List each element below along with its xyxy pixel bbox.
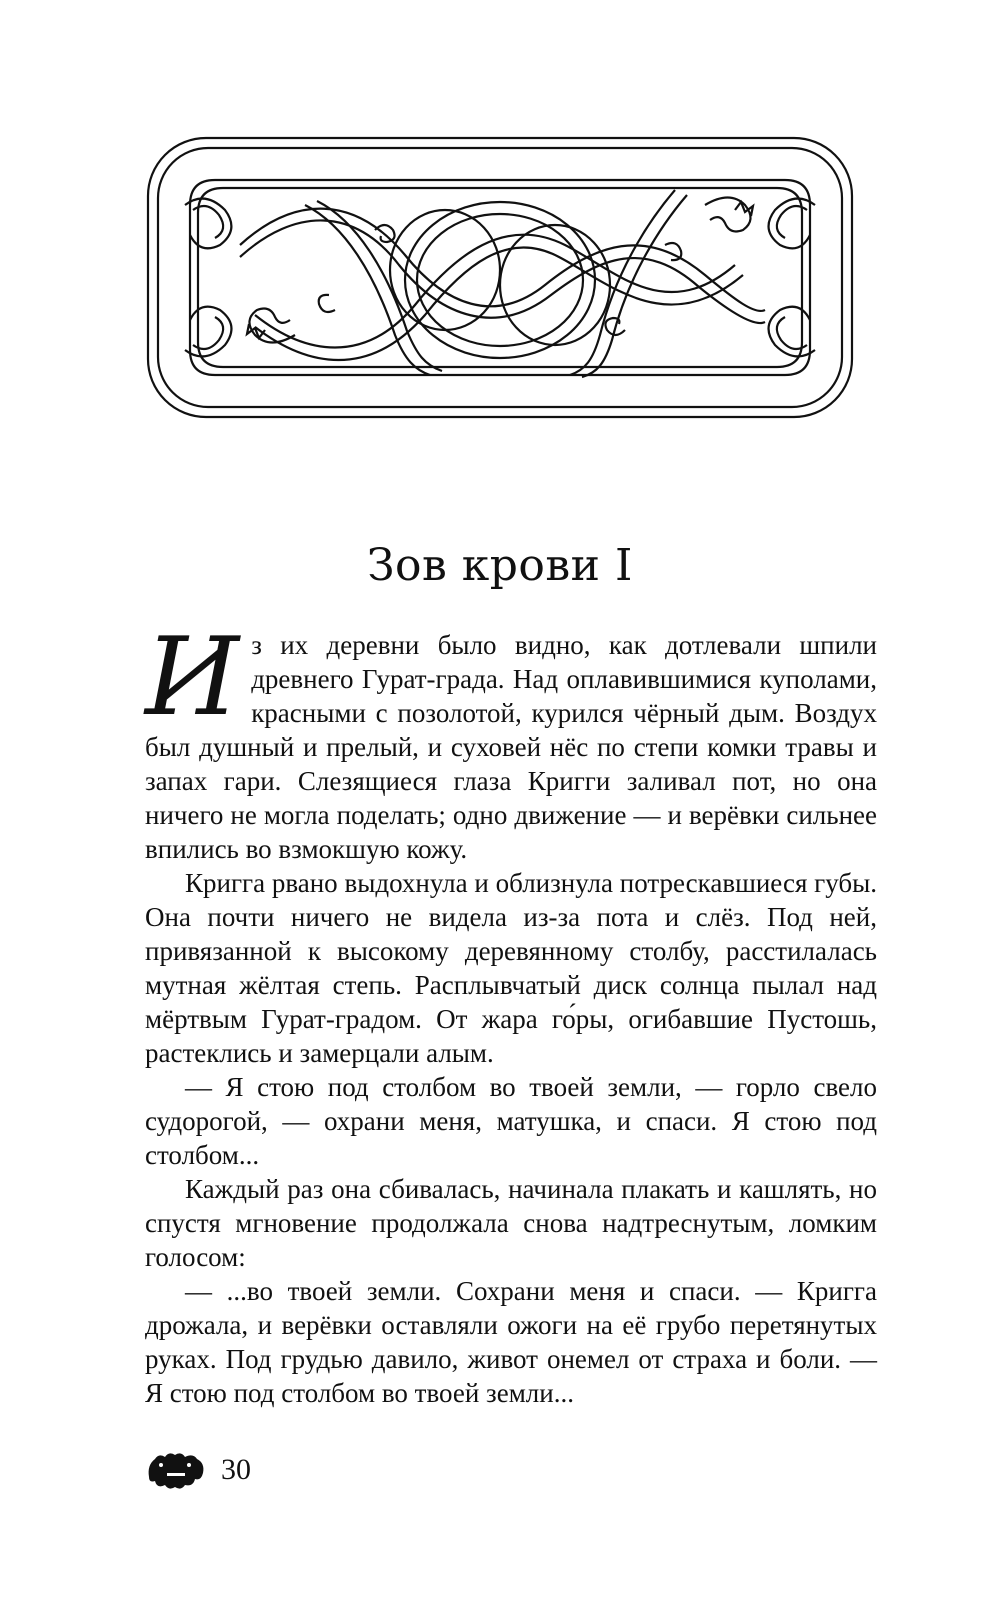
paragraph-1-text: з их деревни было видно, как дотлевали шпили древнего Гурат-града. Над оплавившимися куполами, красными с позолотой, курился чёрный дым. Воздух был душный и прелый, и суховей нёс по степи комки травы и запах гари. Слезящиеся глаза Кригги заливал пот, но она ничего не могла поделать; одно движение — и верёвки сильнее впились во взмокшую кожу. (145, 630, 877, 864)
beast-emblem-icon (145, 1447, 207, 1493)
celtic-knot-ornament-icon (145, 135, 855, 420)
page-number: 30 (221, 1453, 251, 1486)
drop-cap: И (145, 615, 240, 740)
paragraph-5: — ...во твоей земли. Сохрани меня и спаси. — Кригга дрожала, и верёвки оставляли ожоги на её грубо перетянутых руках. Под грудью давило, живот онемел от страха и боли. — Я стою под столбом во твоей земли... (145, 1276, 877, 1408)
paragraph-1 (145, 615, 877, 866)
chapter-body (145, 615, 877, 1410)
paragraph-2: Кригга рвано выдохнула и облизнула потрескавшиеся губы. Она почти ничего не видела из-за пота и слёз. Под ней, привязанной к высокому деревянному столбу, расстилалась мутная жёлтая степь. Расплывчатый диск солнца пылал над мёртвым Гурат-градом. От жара го́ры, огибавшие Пустошь, растеклись и замерцали алым. (145, 868, 877, 1068)
chapter-title: Зов крови I (367, 540, 633, 591)
page-footer (145, 1440, 251, 1500)
paragraph-3: — Я стою под столбом во твоей земли, — горло свело судорогой, — охрани меня, матушка, и спаси. Я стою под столбом... (145, 1072, 877, 1170)
paragraph-4: Каждый раз она сбивалась, начинала плакать и кашлять, но спустя мгновение продолжала снова надтреснутым, ломким голосом: (145, 1174, 877, 1272)
